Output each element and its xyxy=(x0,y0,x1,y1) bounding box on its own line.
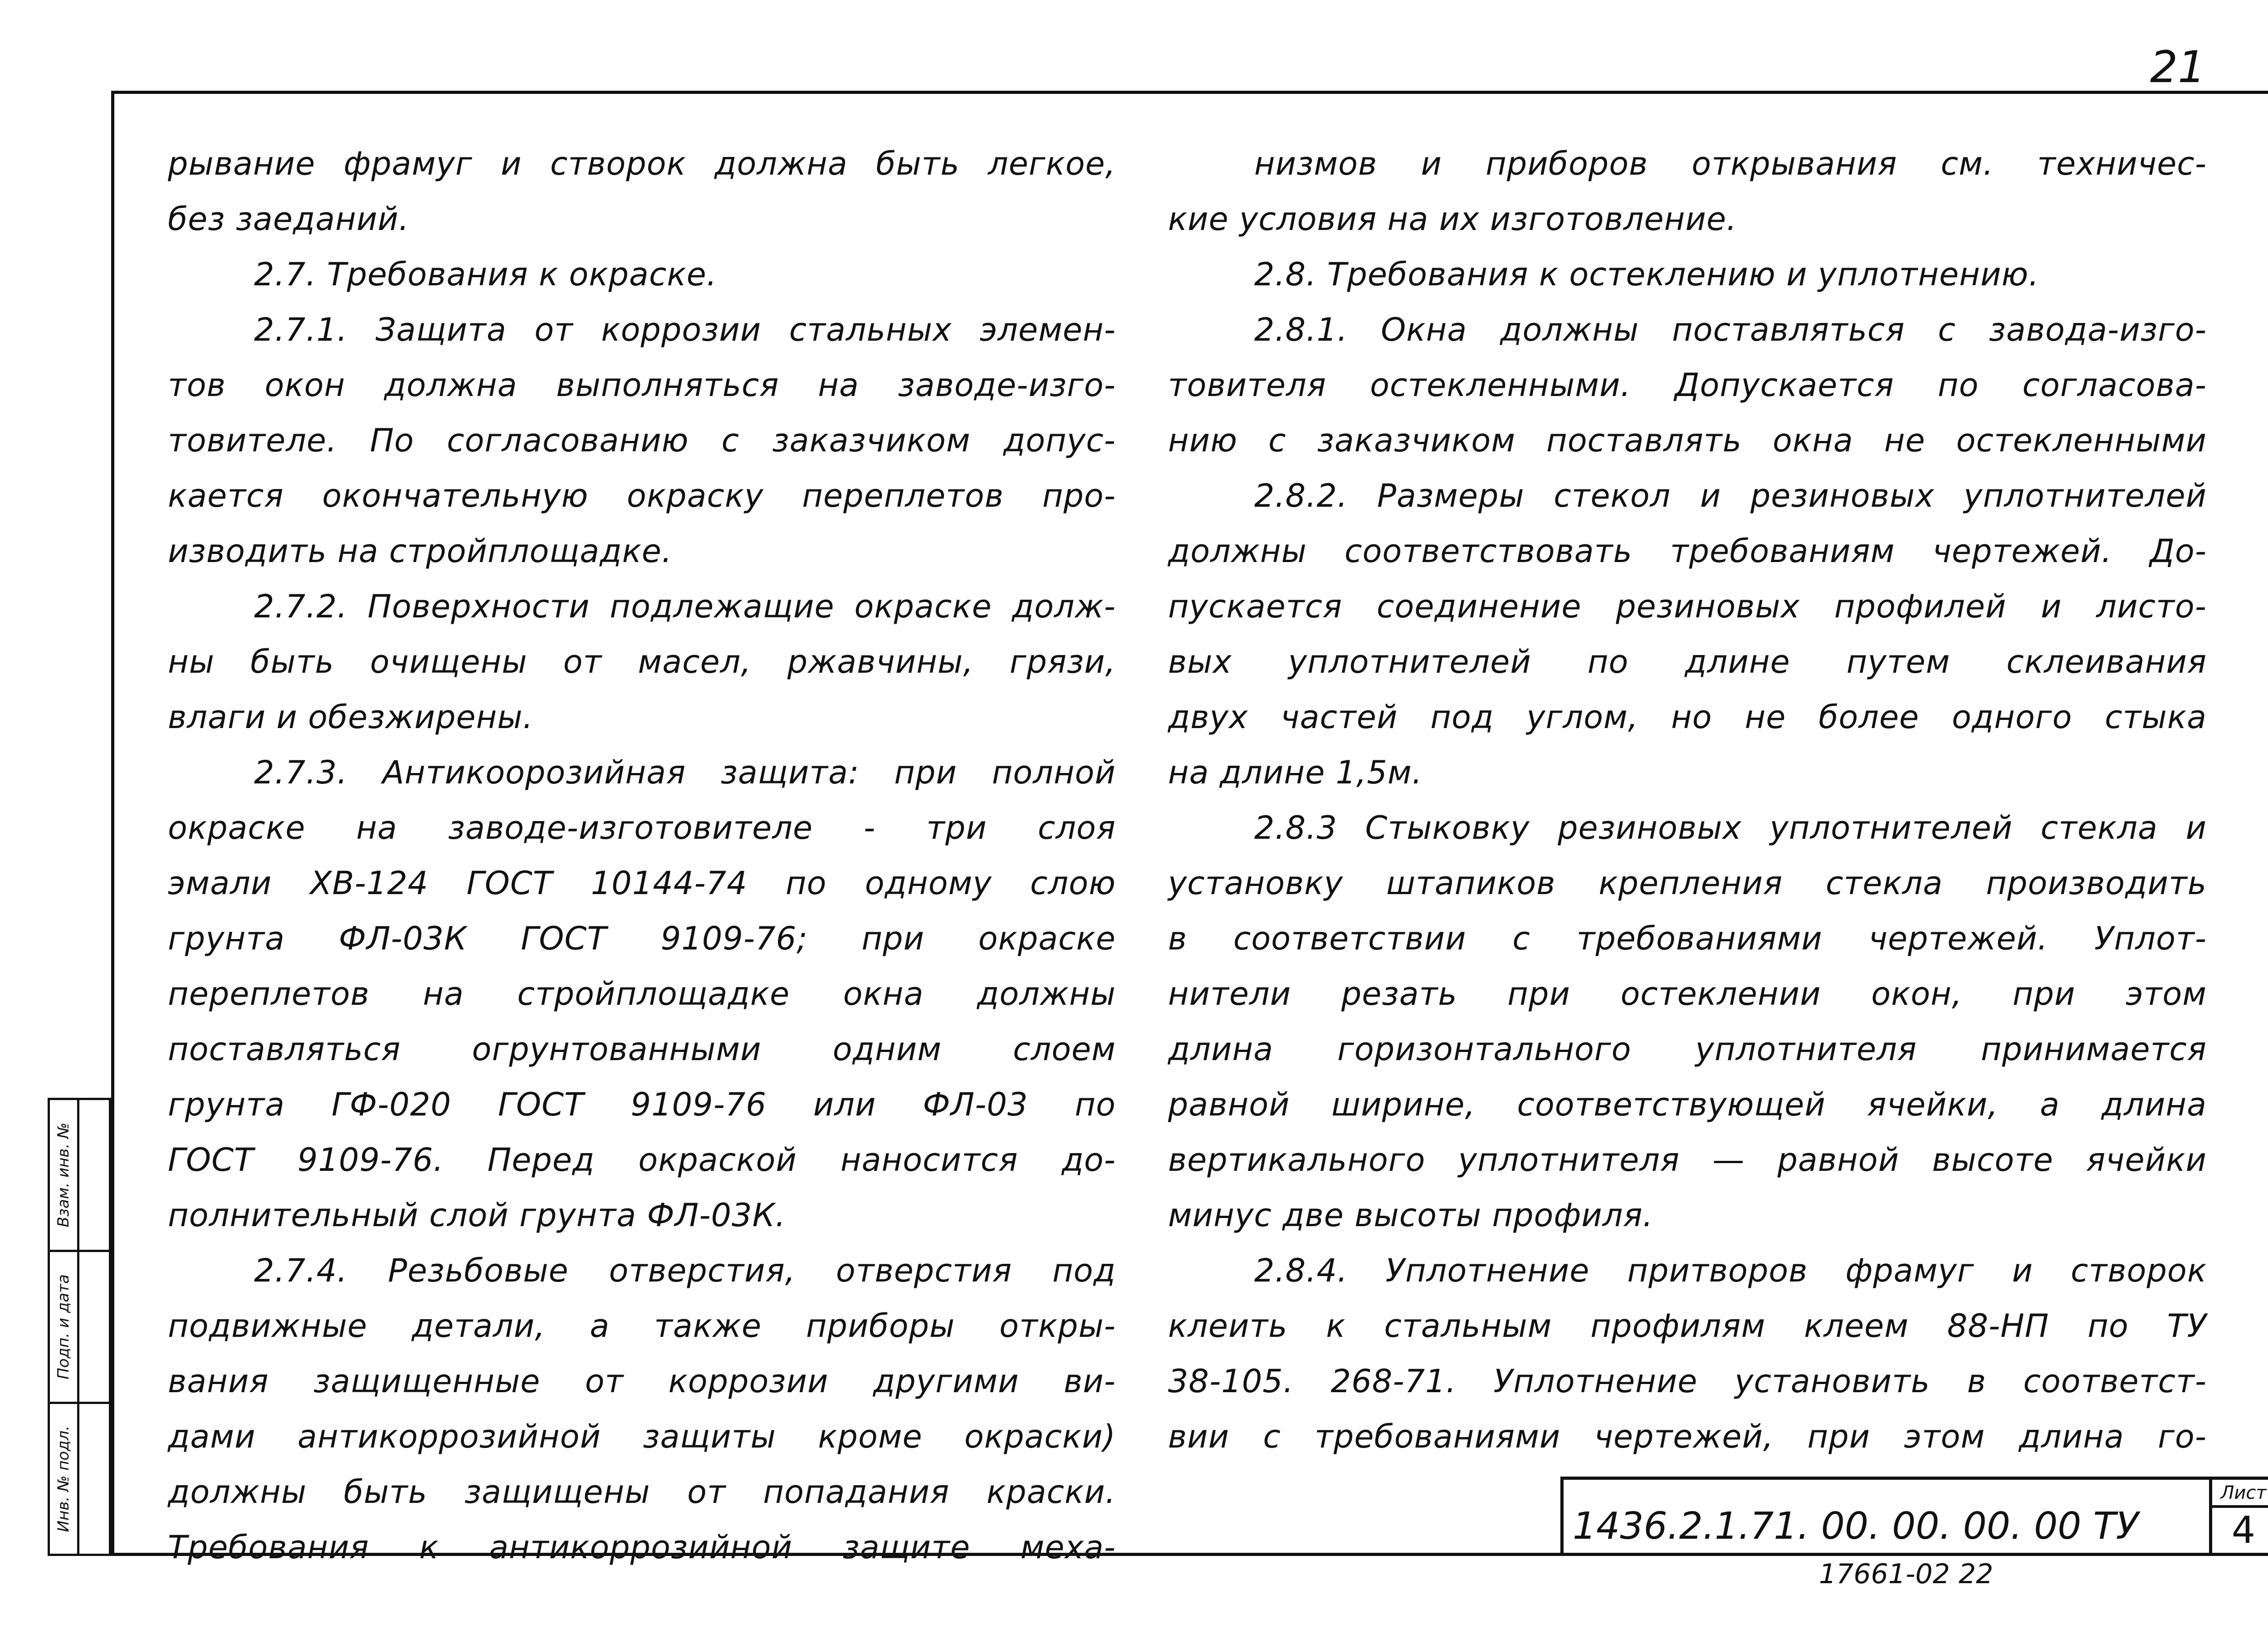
text-line: подвижные детали, а также приборы откры- xyxy=(168,1307,1116,1345)
text-line: нители резать при остеклении окон, при этом xyxy=(1168,975,2207,1013)
text-line: 2.8.3 Стыковку резиновых уплотнителей стекла и xyxy=(1254,809,2207,846)
text-line: изводить на стройплощадке. xyxy=(168,533,673,570)
text-line: переплетов на стройплощадке окна должны xyxy=(168,975,1116,1013)
page-number: 21 xyxy=(2150,42,2206,93)
text-line: должны быть защищены от попадания краски. xyxy=(168,1473,1116,1511)
text-line: вертикального уплотнителя — равной высоте ячейки xyxy=(1168,1141,2207,1179)
text-line: 2.8.2. Размеры стекол и резиновых уплотнителей xyxy=(1254,477,2207,514)
margin-label-replace: Взам. инв. № xyxy=(54,1122,73,1228)
margin-label-sign: Подп. и дата xyxy=(54,1274,73,1380)
text-line: без заеданий. xyxy=(168,201,410,238)
text-line: нию с заказчиком поставлять окна не остекленными xyxy=(1168,422,2207,459)
text-line: должны соответствовать требованиям чертежей. До- xyxy=(1168,533,2207,570)
text-line: 2.7.2. Поверхности подлежащие окраске долж- xyxy=(254,588,1116,625)
margin-blank-cell xyxy=(79,1250,109,1402)
text-line: кается окончательную окраску переплетов про- xyxy=(168,477,1116,514)
margin-label-inventory: Инв. № подл. xyxy=(54,1425,73,1532)
text-line: 2.7.4. Резьбовые отверстия, отверстия под xyxy=(254,1252,1116,1289)
text-line: минус две высоты профиля. xyxy=(1168,1197,1653,1234)
text-line: полнительный слой грунта ФЛ-03К. xyxy=(168,1197,786,1234)
text-line: клеить к стальным профилям клеем 88-НП по ТУ xyxy=(1168,1307,2207,1345)
text-line: длина горизонтального уплотнителя принимается xyxy=(1168,1031,2207,1068)
margin-cell-inventory xyxy=(50,1402,77,1554)
text-line: рывание фрамуг и створок должна быть легкое, xyxy=(168,145,1116,182)
text-line: 2.8.1. Окна должны поставляться с завода-изго- xyxy=(1254,311,2207,348)
text-line: грунта ГФ-020 ГОСТ 9109-76 или ФЛ-03 по xyxy=(168,1086,1116,1123)
text-line: дами антикоррозийной защиты кроме окраски) xyxy=(168,1418,1116,1455)
text-line: 2.8. Требования к остеклению и уплотнению. xyxy=(1254,256,2039,293)
text-line: установку штапиков крепления стекла производить xyxy=(1168,865,2207,902)
text-line: кие условия на их изготовление. xyxy=(1168,201,1737,238)
right-text-column xyxy=(1168,136,2207,1464)
left-text-column xyxy=(168,136,1116,1575)
margin-blank-cell xyxy=(79,1402,109,1554)
text-line: 2.7. Требования к окраске. xyxy=(254,256,717,293)
text-line: вания защищенные от коррозии другими ви- xyxy=(168,1363,1116,1400)
sheet-number: 4 xyxy=(2231,1509,2256,1552)
document-code: 1436.2.1.71. 00. 00. 00. 00 ТУ xyxy=(1573,1505,2139,1548)
text-line: поставляться огрунтованными одним слоем xyxy=(168,1031,1116,1068)
title-block xyxy=(1560,1477,2268,1556)
text-line: равной ширине, соответствующей ячейки, а длина xyxy=(1168,1086,2207,1123)
text-line: вых уплотнителей по длине путем склеивания xyxy=(1168,643,2207,680)
margin-cell-replace xyxy=(50,1100,77,1250)
text-line: пускается соединение резиновых профилей и листо- xyxy=(1168,588,2207,625)
text-line: в соответствии с требованиями чертежей. Уплот- xyxy=(1168,920,2207,957)
text-line: 2.8.4. Уплотнение притворов фрамуг и створок xyxy=(1254,1252,2207,1289)
text-line: окраске на заводе-изготовителе - три слоя xyxy=(168,809,1116,846)
text-line: Требования к антикоррозийной защите меха- xyxy=(168,1529,1116,1566)
text-line: 38-105. 268-71. Уплотнение установить в соответст- xyxy=(1168,1363,2207,1400)
text-line: тов окон должна выполняться на заводе-изго- xyxy=(168,367,1116,404)
text-line: двух частей под углом, но не более одного стыка xyxy=(1168,699,2207,736)
text-line: эмали ХВ-124 ГОСТ 10144-74 по одному слою xyxy=(168,865,1116,902)
text-line: ны быть очищены от масел, ржавчины, грязи, xyxy=(168,643,1116,680)
text-line: грунта ФЛ-03К ГОСТ 9109-76; при окраске xyxy=(168,920,1116,957)
text-line: ГОСТ 9109-76. Перед окраской наносится до- xyxy=(168,1141,1116,1179)
text-line: товителе. По согласованию с заказчиком допус- xyxy=(168,422,1116,459)
text-line: 2.7.1. Защита от коррозии стальных элемен- xyxy=(254,311,1116,348)
margin-cell-sign xyxy=(50,1250,77,1402)
bottom-code: 17661-02 22 xyxy=(1819,1558,1994,1590)
text-line: низмов и приборов открывания см. техничес- xyxy=(1254,145,2207,182)
sheet-label: Лист xyxy=(2212,1480,2268,1508)
text-line: 2.7.3. Антикоорозийная защита: при полной xyxy=(254,754,1116,791)
margin-stamp-blank xyxy=(79,1098,111,1556)
text-line: вии с требованиями чертежей, при этом длина го- xyxy=(1168,1418,2207,1455)
margin-stamp xyxy=(48,1098,79,1556)
text-line: на длине 1,5м. xyxy=(1168,754,1423,791)
text-line: влаги и обезжирены. xyxy=(168,699,533,736)
text-line: товителя остекленными. Допускается по согласова- xyxy=(1168,367,2207,404)
sheet-box xyxy=(2209,1480,2268,1556)
